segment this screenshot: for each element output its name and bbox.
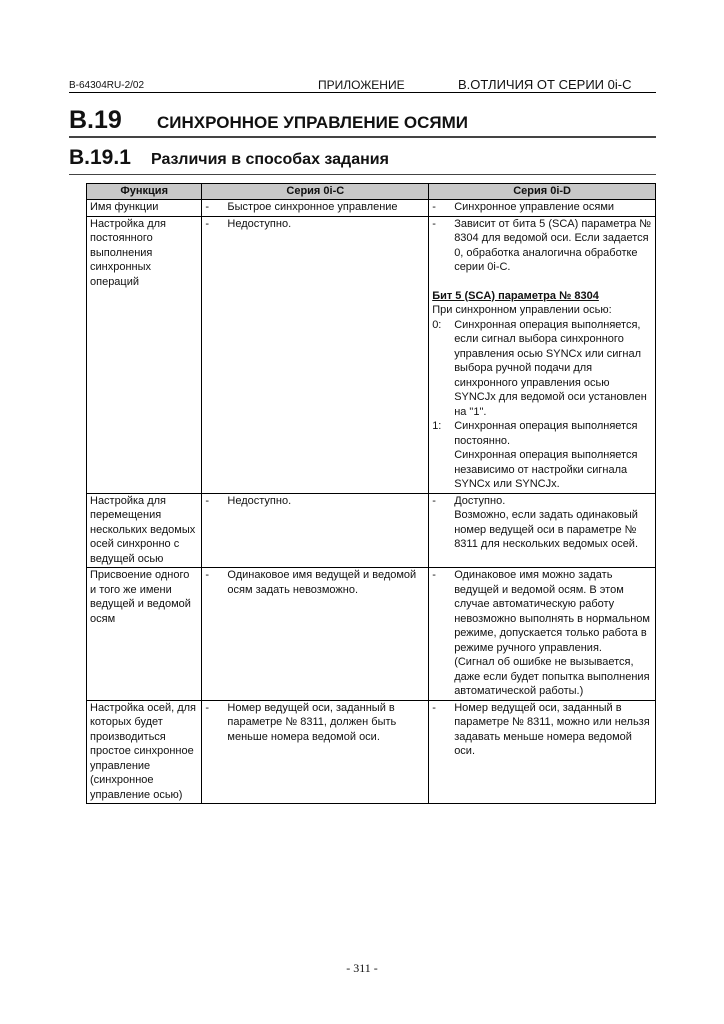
- series-d-cell: [429, 568, 656, 701]
- cell-text: Доступно.: [454, 494, 506, 507]
- header-function: Функция: [87, 184, 202, 200]
- series-d-cell: [429, 200, 656, 217]
- series-c-cell: [202, 216, 429, 493]
- page-number: - 311 -: [346, 961, 378, 975]
- function-cell: Настройка для постоянного выполнения синхронных операций: [87, 216, 202, 493]
- table-row: [87, 568, 656, 701]
- table-header-row: [87, 184, 656, 200]
- dash: -: [432, 701, 436, 714]
- heading-2-title: Различия в способах задания: [151, 151, 389, 168]
- doc-code: B-64304RU-2/02: [69, 80, 145, 91]
- cell-extra: Возможно, если задать одинаковый номер ведущей оси в параметре № 8311 для нескольких ведомых осей.: [454, 509, 639, 550]
- cell-text: Номер ведущей оси, заданный в параметре № 8311, должен быть меньше номера ведомой оси.: [227, 701, 397, 743]
- cell-text: Одинаковое имя можно задать ведущей и ведомой осям. В этом случае автоматическую работу невозможно выполнять в нормальном режиме, допускается только работа в режиме ручного управления.: [454, 569, 650, 654]
- appendix-label: ПРИЛОЖЕНИЕ: [318, 78, 405, 92]
- heading-1: [69, 106, 656, 138]
- cell-text: Номер ведущей оси, заданный в параметре № 8311, можно или нельзя задавать меньше номера ведомой оси.: [454, 701, 650, 757]
- param-intro: При синхронном управлении осью:: [432, 304, 612, 316]
- dash: -: [205, 494, 210, 507]
- heading-2-number: B.19.1: [69, 146, 131, 169]
- param-title: Бит 5 (SCA) параметра № 8304: [432, 289, 599, 302]
- dash: -: [205, 701, 210, 714]
- series-c-cell: [202, 568, 429, 701]
- heading-1-number: B.19: [69, 106, 122, 134]
- dash: -: [432, 201, 436, 213]
- table-row: [87, 216, 656, 493]
- header-series-c: Серия 0i-C: [202, 184, 429, 200]
- function-cell: Имя функции: [87, 200, 202, 217]
- series-c-cell: [202, 493, 429, 568]
- dash: -: [205, 201, 210, 213]
- function-cell: Присвоение одного и того же имени ведущей и ведомой осям: [87, 568, 202, 701]
- table-row: [87, 493, 656, 568]
- option-extra: Синхронная операция выполняется независимо от настройки сигнала SYNCx или SYNCJx.: [454, 449, 638, 490]
- dash: -: [432, 569, 436, 581]
- dash: -: [432, 217, 436, 230]
- cell-extra: (Сигнал об ошибке не вызывается, даже если будет попытка выполнения автоматической работы.): [454, 656, 650, 697]
- header-series-d: Серия 0i-D: [429, 184, 656, 200]
- cell-text: Быстрое синхронное управление: [227, 201, 398, 213]
- series-d-cell: [429, 700, 656, 804]
- dash: -: [205, 217, 210, 230]
- dash: -: [205, 569, 210, 581]
- series-c-cell: [202, 700, 429, 804]
- option-text: Синхронная операция выполняется постоянно.: [454, 420, 638, 447]
- function-cell: Настройка для перемещения нескольких ведомых осей синхронно с ведущей осью: [87, 493, 202, 568]
- cell-text: Недоступно.: [227, 217, 292, 230]
- table-row: [87, 200, 656, 217]
- series-d-cell: [429, 493, 656, 568]
- series-d-cell: [429, 216, 656, 493]
- option-label: 1:: [432, 420, 442, 432]
- option-text: Синхронная операция выполняется, если сигнал выбора синхронного управления осью SYNCx или сигнал выбора ручной подачи для синхронного управления осью SYNCJx для ведомой оси установлен на "1".: [454, 318, 647, 418]
- heading-2: [69, 146, 656, 175]
- cell-text: Недоступно.: [227, 494, 292, 507]
- cell-text: Одинаковое имя ведущей и ведомой осям задать невозможно.: [227, 569, 417, 596]
- series-c-cell: [202, 200, 429, 217]
- heading-1-title: СИНХРОННОЕ УПРАВЛЕНИЕ ОСЯМИ: [157, 113, 468, 132]
- dash: -: [432, 494, 436, 507]
- header-rule: [69, 92, 656, 93]
- cell-text: Зависит от бита 5 (SCA) параметра № 8304 для ведомой оси. Если задается 0, обработка аналогична обработке серии 0i-C.: [454, 217, 652, 273]
- comparison-table: [86, 183, 656, 804]
- option-label: 0:: [432, 318, 442, 331]
- cell-text: Синхронное управление осями: [454, 201, 615, 213]
- section-label: B.ОТЛИЧИЯ ОТ СЕРИИ 0i-C: [458, 77, 632, 92]
- function-cell: Настройка осей, для которых будет производиться простое синхронное управление (синхронное управление осью): [87, 700, 202, 804]
- table-row: [87, 700, 656, 804]
